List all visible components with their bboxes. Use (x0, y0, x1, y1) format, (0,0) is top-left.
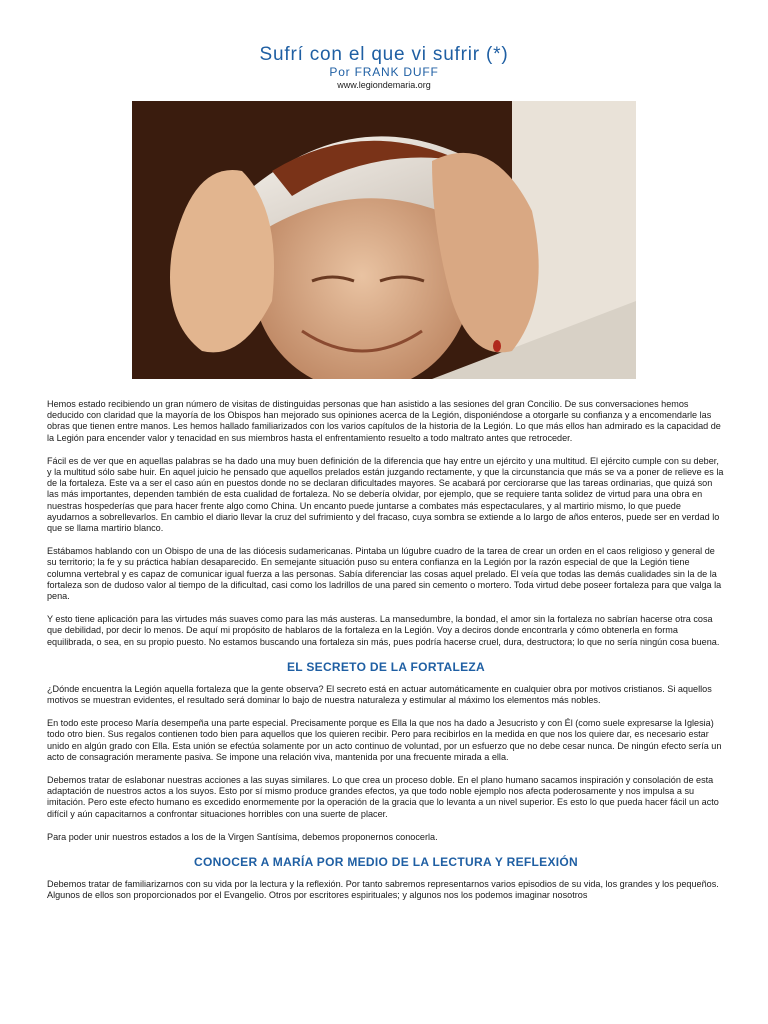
section-heading-conocer-maria: CONOCER A MARÍA POR MEDIO DE LA LECTURA Y REFLEXIÓN (194, 855, 578, 870)
paragraph: En todo este proceso María desempeña una parte especial. Precisamente porque es Ella la que nos ha dado a Jesucristo y con Él (como suele expresarse la Iglesia) todo otro bien. Sus regalos contienen todo bien para aquellos que los quieren recibir. Pero para recibirlos en la medida en que nos los quiere dar, es necesario estar unido en algún grado con Ella. Esta unión se efectúa solamente por un acto continuo de voluntad, por un esfuerzo que no debe cesar nunca. De ningún efecto sería un acto de consagración meramente pasiva. Se impone una relación viva, mantenida por una frecuente mirada a ella. (47, 718, 722, 762)
website-url: www.legiondemaria.org (337, 80, 431, 90)
paragraph: Estábamos hablando con un Obispo de una de las diócesis sudamericanas. Pintaba un lúgubre cuadro de la tarea de crear un orden en el caos religioso y general de su territorio; la fe y su práctica habían desaparecido. En semejante situación puso su entera confianza en la Legión por la razón especial de que la Legión tiene columna vertebral y es capaz de comunicar igual fuerza a las personas. Sabía diferenciar las cosas aquel prelado. El veía que todas las demás cualidades sin la de la fortaleza son de dudoso valor al tiempo de la dificultad, casi como los ladrillos de una pared sin cemento o mortero. Toda virtud debe poseer fortaleza para que valga la pena. (47, 546, 722, 602)
article-body (47, 399, 725, 914)
paragraph: Fácil es de ver que en aquellas palabras se ha dado una muy buen definición de la diferencia que hay entre un ejército y una multitud. El ejército cumple con su deber, y la multitud sólo sabe huir. En aquel juicio he pensado que aquellos prelados están juzgando rectamente, y que la circunstancia que más se va a poner de relieve es la de la fortaleza. Este va a ser el caso aún en puestos donde no se declaran dificultades mayores. Se acabará por cerciorarse que las tareas ordinarias, que quizá son las más importantes, dependen también de esta cualidad de fortaleza. No se debería olvidar, por ejemplo, que se requiere tanta solidez de virtud para una obra en nuestras hospederías que para hacer frente algo como China. Un encanto puede juntarse a combates más espectaculares, y al martirio mismo, lo que puede ayudarnos a sobrellevarlos. En cambio el diario llevar la cruz del sufrimiento y del fracaso, cuya sombra se extiende a lo largo de años enteros, puede ser en verdad lo que se llama martirio blanco. (47, 455, 724, 534)
document-title: Sufrí con el que vi sufrir (*) (259, 44, 509, 65)
section-heading-fortaleza: EL SECRETO DE LA FORTALEZA (286, 659, 486, 674)
paragraph: Debemos tratar de eslabonar nuestras acciones a las suyas similares. Lo que crea un proceso doble. En el plano humano sacamos inspiración y consolación de esta adaptación de nuestros actos a los suyos. Esto por sí mismo produce grandes efectos, ya que todo noble ejemplo nos afecta poderosamente y nos impulsa a su imitación. Pero este efecto humano es excedido enormemente por la operación de la gracia que lo levanta a un nivel superior. Es esto lo que pueda hacer fácil un acto difícil y aún capacitarnos a confrontar situaciones horribles con una suerte de placer. (47, 775, 719, 819)
paragraph: Debemos tratar de familiarizarnos con su vida por la lectura y la reflexión. Por tanto sabremos representarnos varios episodios de su vida, los grandes y los pequeños. Algunos de ellos son proporcionados por el Evangelio. Otros por escritores espirituales; y algunos nos los podemos imaginar nosotros (47, 879, 719, 901)
document-header (0, 0, 768, 91)
paragraph: ¿Dónde encuentra la Legión aquella fortaleza que la gente observa? El secreto está en actuar automáticamente en cualquier obra por motivos cristianos. Si aquellos motivos se muestran evidentes, el resultado será dominar lo bajo de nuestra naturaleza y estimular al máximo los elementos más nobles. (47, 683, 712, 706)
paragraph: Hemos estado recibiendo un gran número de visitas de distinguidas personas que han asistido a las sesiones del gran Concilio. De sus conversaciones hemos deducido con claridad que la mayoría de los Obispos han mejorado sus opiniones acerca de la Legión, disponiéndose a otorgarle su confianza y a encomendarle las obras que tienen entre manos. Les hemos hallado familiarizados con los varios capítulos de la historia de la Legión. Lo que más ellos han admirado es la capacidad de la Legión para encender valor y tenacidad en sus miembros hasta el enfrentamiento resuelto a todo maltrato antes que retroceder. (47, 399, 721, 443)
painting-illustration (132, 101, 636, 379)
painting-drawing (132, 101, 636, 379)
paragraph: Y esto tiene aplicación para las virtudes más suaves como para las más austeras. La mansedumbre, la bondad, el amor sin la fortaleza no sabrían hacerse otra cosa que debilidad, por decir lo menos. De aquí mi propósito de hablaros de la fortaleza en la Legión. Voy a deciros donde encontrarla y cómo obtenerla en forma equilibrada, o sea, en su propio puesto. No estamos buscando una fortaleza sin más, pues podría hacerse cruel, dura, destructora; lo que no sería ningún cosa buena. (47, 614, 720, 647)
document-author: Por FRANK DUFF (329, 65, 439, 79)
paragraph: Para poder unir nuestros estados a los de la Virgen Santísima, debemos proponernos conocerla. (47, 831, 438, 842)
